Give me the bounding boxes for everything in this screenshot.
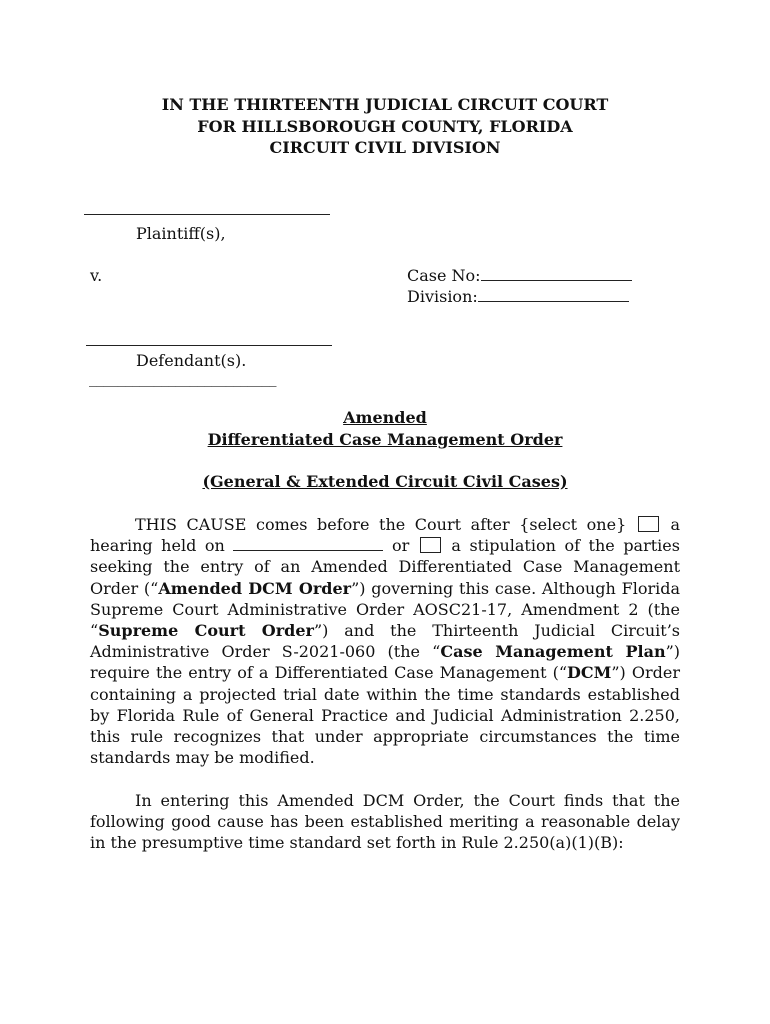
case-no-field[interactable]	[481, 268, 632, 281]
p1-stipulation-text: a stipulation of the parties seeking the entry of an Amended Differentiated Case Management Order (“	[90, 536, 680, 598]
case-no-label: Case No:	[407, 266, 481, 285]
plaintiff-name-line[interactable]	[84, 214, 330, 215]
hearing-date-field[interactable]	[233, 538, 383, 551]
p1-hearing-text: a hearing held on	[90, 515, 680, 556]
stipulation-checkbox[interactable]	[420, 537, 441, 553]
versus-label: v.	[90, 266, 103, 285]
paragraph-1	[90, 514, 680, 768]
p1-or: or	[391, 536, 410, 556]
order-title	[0, 407, 770, 450]
p1-text-5: ”) Order containing a projected trial date within the time standards established by Florida Rule of General Practice and Judicial Administration 2.250, this rule recognizes that under appropriate circumstances the time standards may be modified.	[90, 663, 681, 768]
p2-text: In entering this Amended DCM Order, the Court finds that the following good cause has been established meriting a reasonable delay in the presumptive time standard set forth in Rule 2.250(a)(1)(B):	[90, 791, 680, 853]
division-label: Division:	[407, 287, 478, 306]
case-no-row	[407, 265, 632, 286]
caption-underscore-line: __________________________	[89, 369, 277, 387]
order-title-line1: Amended	[343, 408, 427, 427]
p1-text-3: ”) and the Thirteenth Judicial Circuit’s Administrative Order S-2021-060 (the “	[90, 621, 680, 662]
court-header-line2: FOR HILLSBOROUGH COUNTY, FLORIDA	[197, 116, 573, 136]
term-case-management-plan: Case Management Plan	[440, 642, 666, 662]
defendant-name-line[interactable]	[86, 345, 332, 346]
court-header-line1: IN THE THIRTEENTH JUDICIAL CIRCUIT COURT	[161, 95, 609, 114]
court-header	[0, 94, 770, 159]
paragraph-2	[90, 790, 680, 854]
division-field[interactable]	[478, 289, 629, 302]
term-dcm: DCM	[567, 663, 612, 683]
order-title-line2: Differentiated Case Management Order	[207, 429, 563, 449]
hearing-checkbox[interactable]	[638, 516, 659, 532]
division-row	[407, 286, 629, 307]
court-header-line3: CIRCUIT CIVIL DIVISION	[269, 138, 501, 157]
p1-intro: THIS CAUSE comes before the Court after {select one}	[135, 515, 627, 534]
defendant-label: Defendant(s).	[136, 351, 247, 370]
order-subtitle-wrap	[0, 471, 770, 493]
plaintiff-label: Plaintiff(s),	[136, 224, 226, 243]
order-subtitle: (General & Extended Circuit Civil Cases)	[202, 472, 568, 491]
term-amended-dcm-order: Amended DCM Order	[158, 578, 352, 598]
term-supreme-court-order: Supreme Court Order	[98, 621, 314, 641]
p1-text-2: ”) governing this case. Although Florida Supreme Court Administrative Order AOSC21-17, Amendment 2 (the “	[90, 578, 680, 641]
p1-text-4: ”) require the entry of a Differentiated Case Management (“	[90, 642, 680, 683]
